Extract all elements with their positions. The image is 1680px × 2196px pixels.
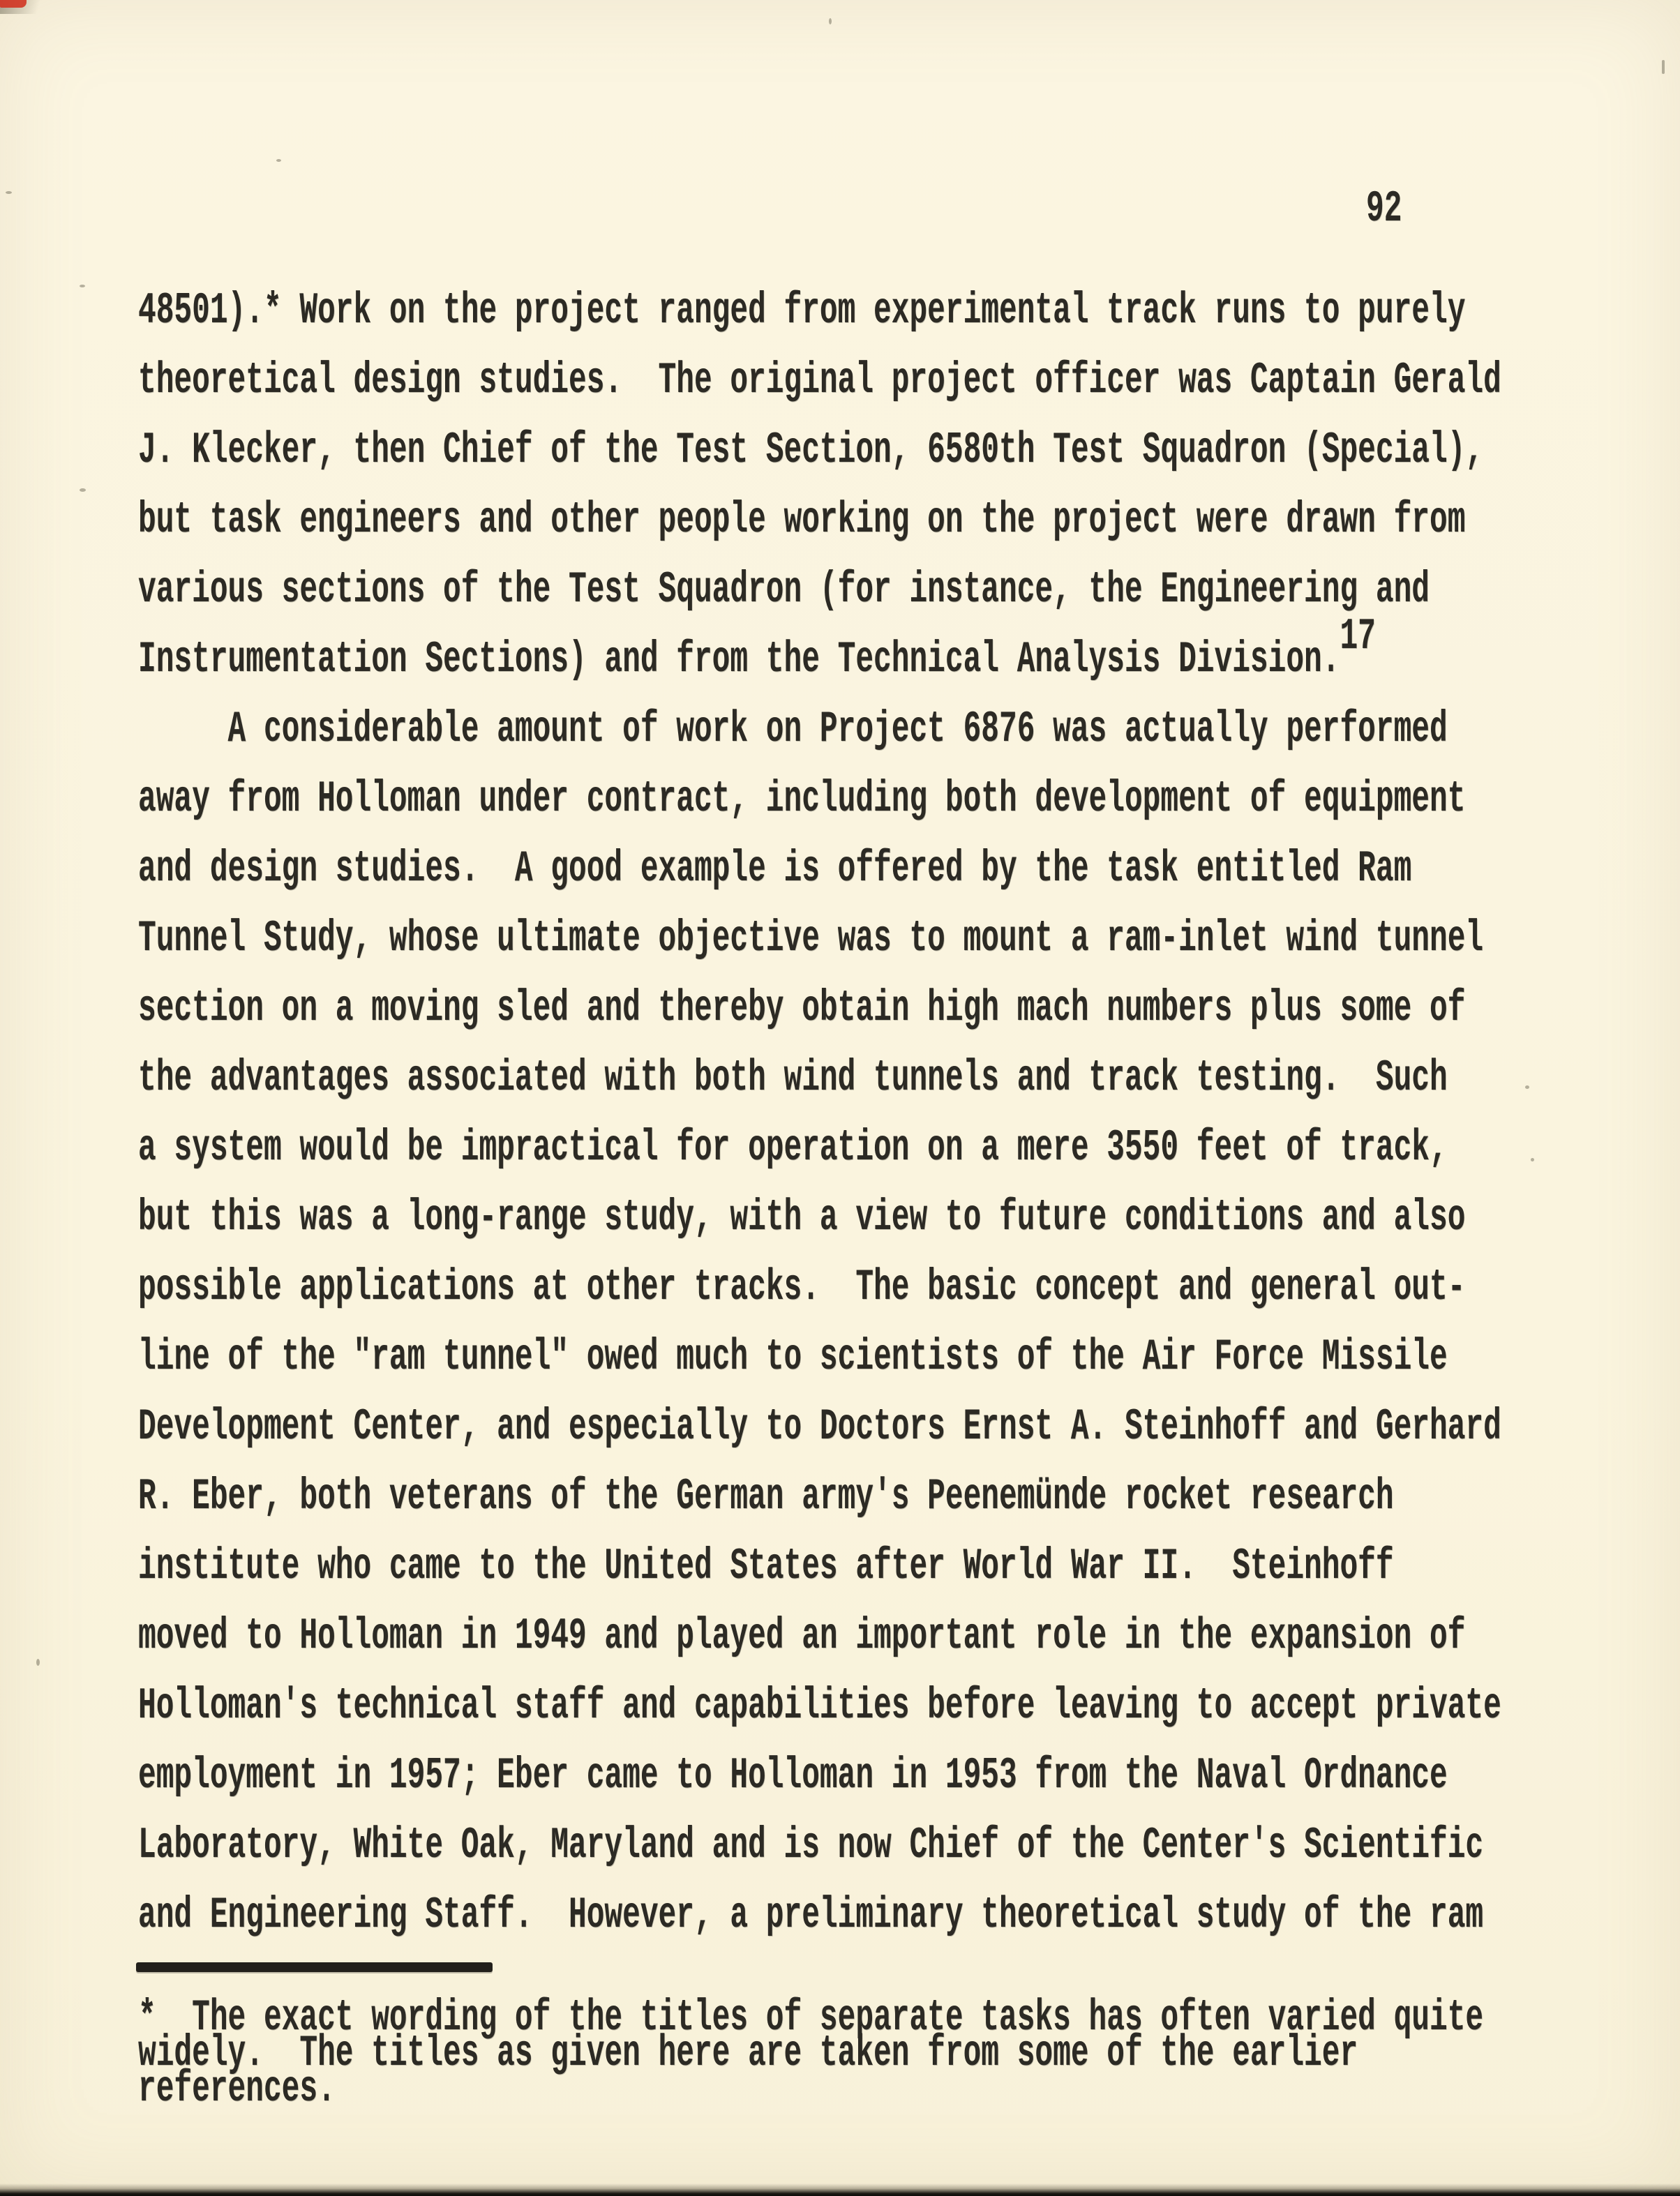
body-line: Development Center, and especially to Doctors Ernst A. Steinhoff and Gerhard <box>138 1402 1501 1452</box>
scan-speck <box>829 18 832 24</box>
body-line: but task engineers and other people working on the project were drawn from <box>138 495 1466 545</box>
body-line: the advantages associated with both wind tunnels and track testing. Such <box>138 1053 1448 1103</box>
scan-speck <box>6 191 12 194</box>
footnote-reference-17: 17 <box>1340 612 1376 661</box>
footnote-line: widely. The titles as given here are taken from some of the earlier <box>138 2029 1358 2078</box>
body-line: 48501).* Work on the project ranged from experimental track runs to purely <box>138 286 1466 336</box>
scan-red-edge-mark <box>0 0 27 8</box>
body-line: Tunnel Study, whose ultimate objective was to mount a ram-inlet wind tunnel <box>138 914 1484 963</box>
body-line: line of the "ram tunnel" owed much to scientists of the Air Force Missile <box>138 1332 1448 1382</box>
body-line: employment in 1957; Eber came to Holloman in 1953 from the Naval Ordnance <box>138 1751 1448 1800</box>
body-line: and Engineering Staff. However, a preliminary theoretical study of the ram <box>138 1890 1484 1940</box>
body-line: section on a moving sled and thereby obtain high mach numbers plus some of <box>138 984 1466 1033</box>
body-line: J. Klecker, then Chief of the Test Section, 6580th Test Squadron (Special), <box>138 426 1484 475</box>
body-line: theoretical design studies. The original project officer was Captain Gerald <box>138 356 1501 405</box>
body-line: A considerable amount of work on Project 6876 was actually performed <box>138 705 1448 754</box>
body-line: R. Eber, both veterans of the German army's Peenemünde rocket research <box>138 1472 1394 1521</box>
footnote-separator <box>136 1962 493 1972</box>
scan-bottom-edge <box>0 2183 1680 2196</box>
body-line: possible applications at other tracks. The basic concept and general out- <box>138 1263 1466 1312</box>
footnote-line: references. <box>138 2064 336 2114</box>
body-line: away from Holloman under contract, including both development of equipment <box>138 774 1466 824</box>
body-line: various sections of the Test Squadron (for instance, the Engineering and <box>138 565 1430 615</box>
scan-speck <box>1525 1085 1529 1089</box>
body-line: institute who came to the United States after World War II. Steinhoff <box>138 1542 1394 1591</box>
body-line-text: Instrumentation Sections) and from the Technical Analysis Division. <box>138 635 1340 684</box>
body-line: but this was a long-range study, with a view to future conditions and also <box>138 1193 1466 1242</box>
body-line: Laboratory, White Oak, Maryland and is now Chief of the Center's Scientific <box>138 1821 1484 1870</box>
scan-speck <box>80 285 85 287</box>
scan-speck <box>1531 1158 1534 1161</box>
scan-speck <box>36 1659 40 1666</box>
body-line: and design studies. A good example is offered by the task entitled Ram <box>138 844 1412 894</box>
footnote-line: * The exact wording of the titles of separate tasks has often varied quite <box>138 1993 1484 2043</box>
body-line <box>138 612 1376 684</box>
scan-speck <box>1662 60 1665 74</box>
body-line: Holloman's technical staff and capabilities before leaving to accept private <box>138 1681 1501 1731</box>
page-number: 92 <box>1366 184 1402 234</box>
body-line: moved to Holloman in 1949 and played an important role in the expansion of <box>138 1611 1466 1661</box>
body-line: a system would be impractical for operation on a mere 3550 feet of track, <box>138 1123 1448 1173</box>
scan-speck <box>80 488 86 492</box>
scan-speck <box>276 159 281 162</box>
